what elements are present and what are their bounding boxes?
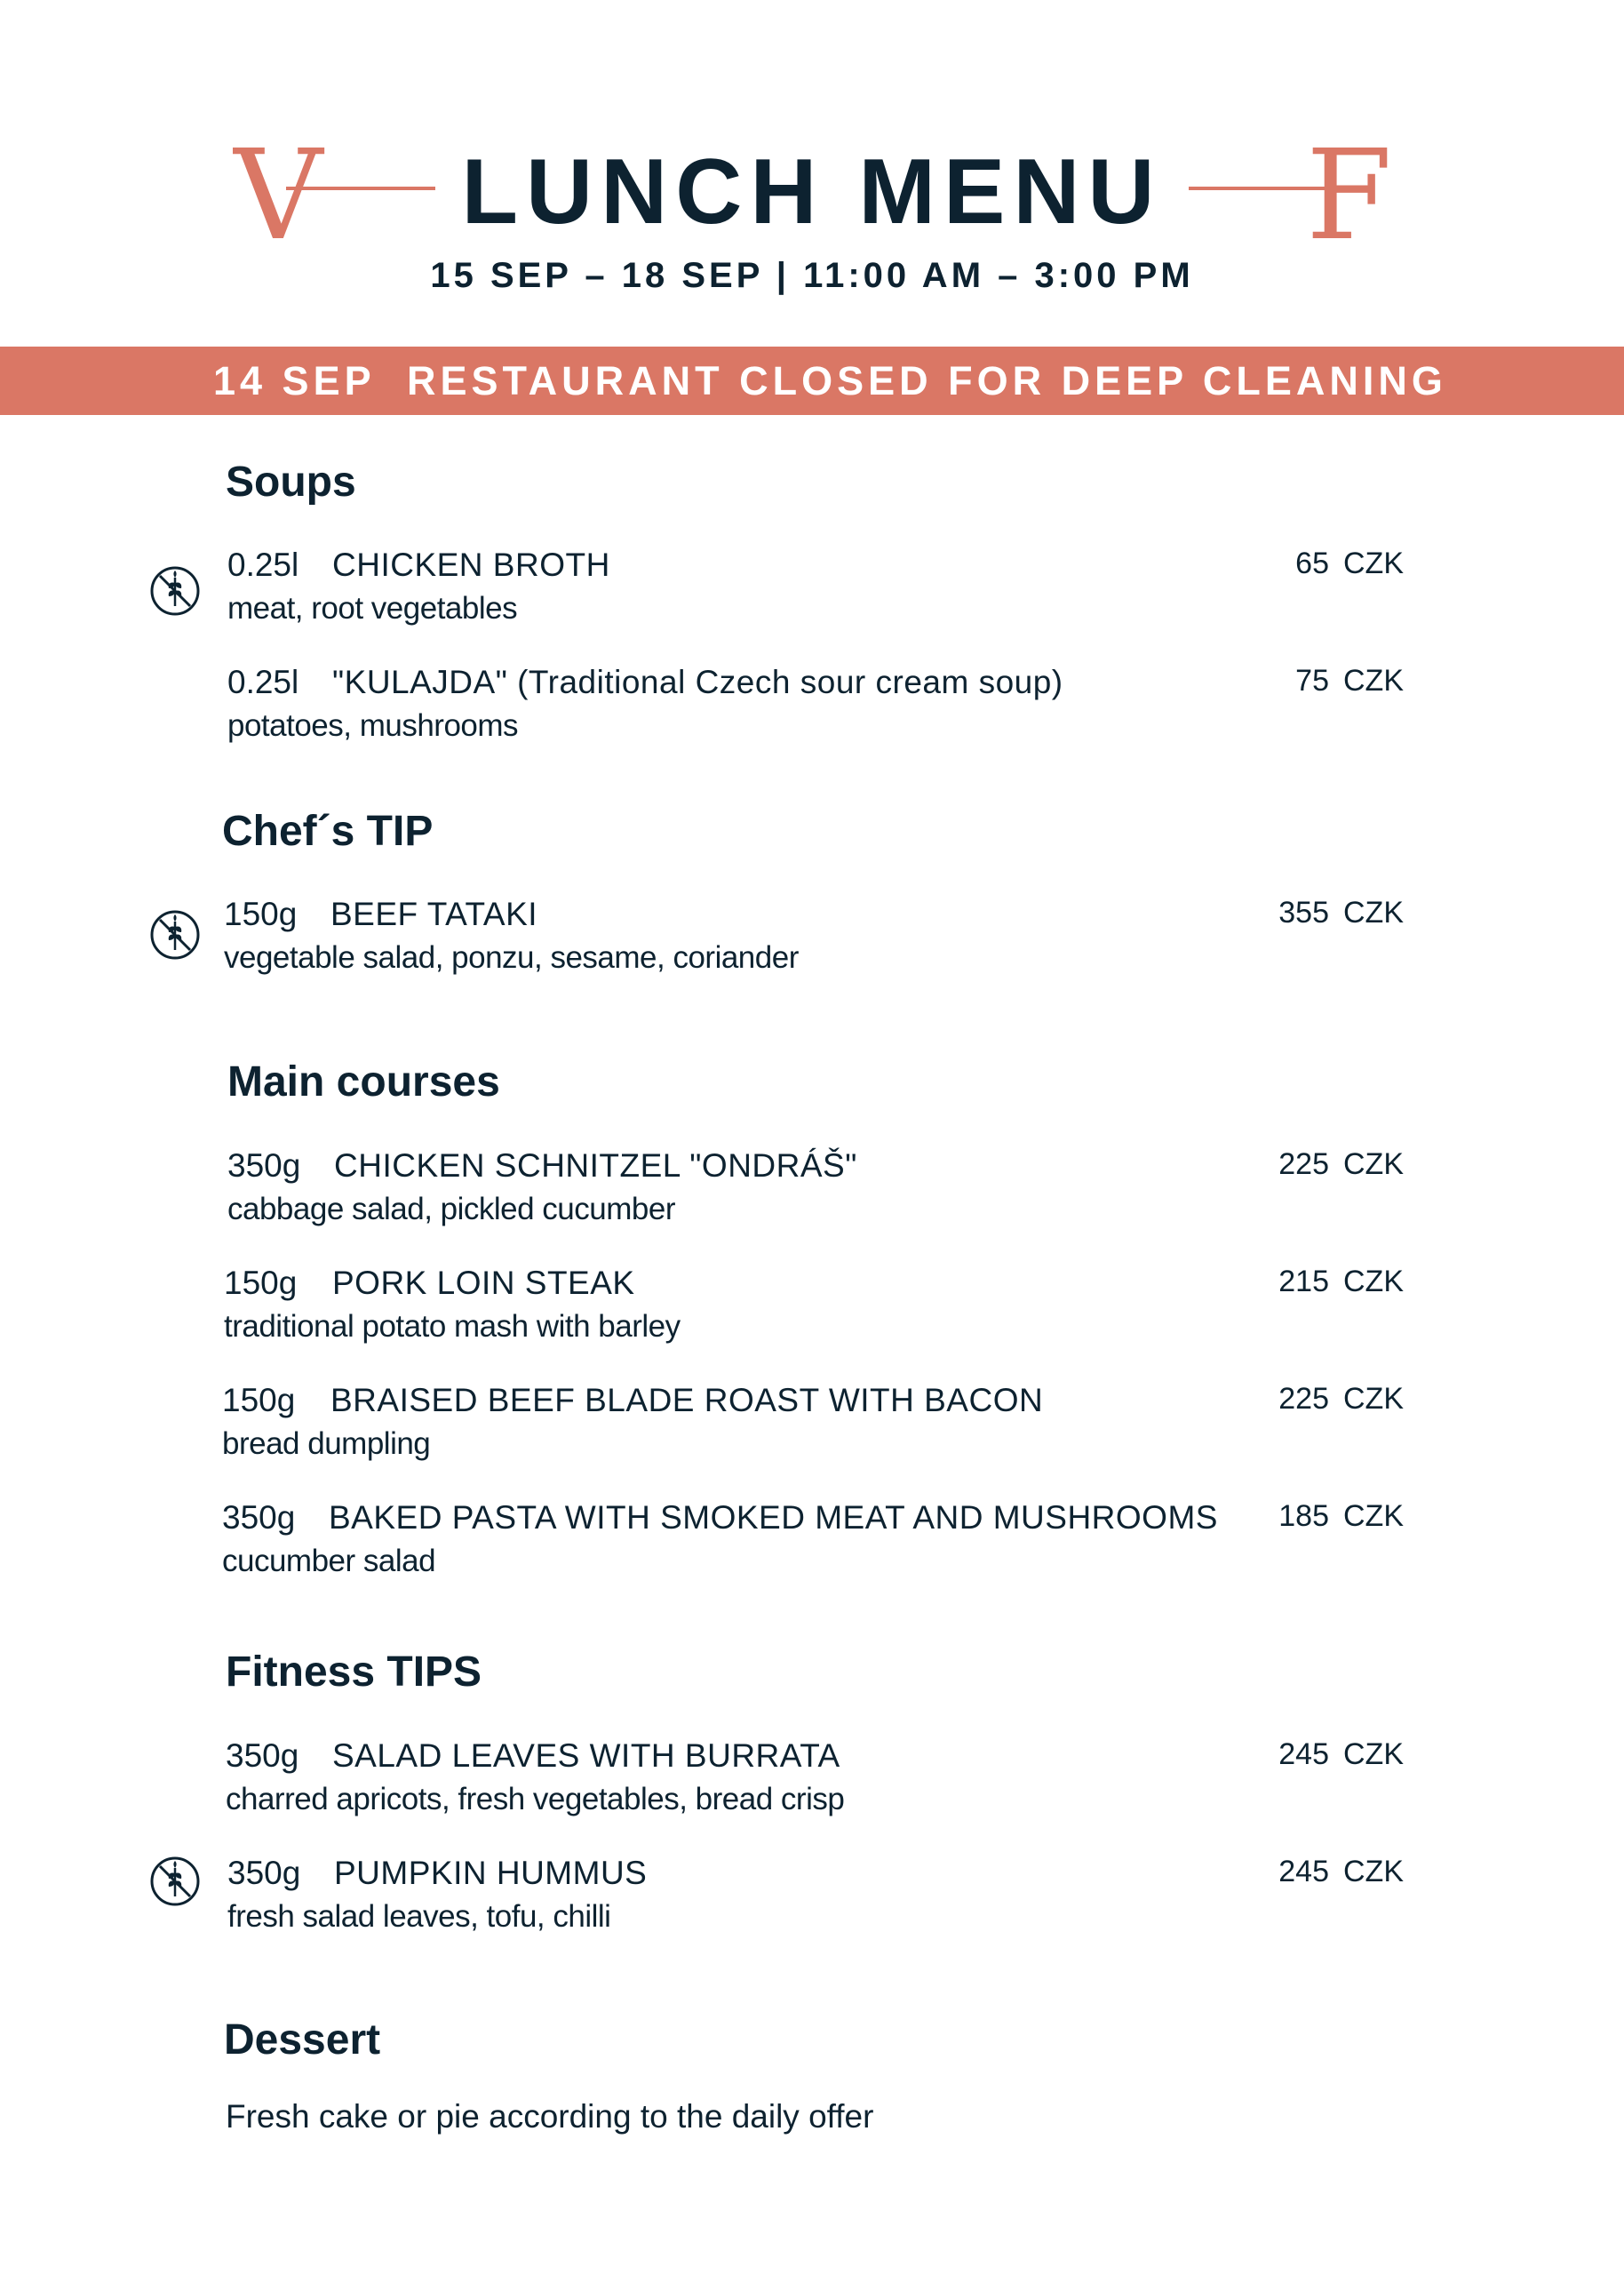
section-title-main-courses: Main courses [227,1058,500,1106]
svg-text:V: V [233,133,323,244]
item-price: 245 CZK [1278,1855,1404,1888]
dessert-description: Fresh cake or pie according to the daily offer [226,2098,874,2135]
item-description: fresh salad leaves, tofu, chilli [227,1899,611,1934]
item-name: PUMPKIN HUMMUS [334,1855,648,1891]
item-quantity: 350g [226,1737,299,1774]
item-name: "KULAJDA" (Traditional Czech sour cream soup) [332,664,1063,700]
item-description: vegetable salad, ponzu, sesame, coriander [224,940,799,975]
item-name: BAKED PASTA WITH SMOKED MEAT AND MUSHROOMS [329,1499,1218,1536]
item-quantity: 350g [222,1499,296,1536]
item-quantity: 150g [222,1382,296,1418]
menu-item [0,1145,1624,1242]
item-name: BEEF TATAKI [330,896,538,932]
item-name: CHICKEN SCHNITZEL "ONDRÁŠ" [334,1147,857,1184]
item-description: charred apricots, fresh vegetables, bread crisp [226,1782,845,1816]
item-quantity: 150g [224,1265,298,1301]
banner-date: 14 SEP [213,358,376,403]
menu-item [0,1379,1624,1477]
menu-item [0,661,1624,759]
date-time-subtitle: 15 SEP – 18 SEP | 11:00 AM – 3:00 PM [430,256,1194,295]
item-quantity: 0.25l [227,547,299,583]
menu-item [0,1735,1624,1832]
item-price: 185 CZK [1278,1499,1404,1533]
item-price: 65 CZK [1295,547,1404,580]
section-title-dessert: Dessert [224,2016,381,2063]
item-name: PORK LOIN STEAK [332,1265,635,1301]
item-quantity: 0.25l [227,664,299,700]
gluten-free-icon [149,1856,201,1907]
item-description: cabbage salad, pickled cucumber [227,1192,675,1226]
menu-item [0,1852,1624,1950]
banner-message: RESTAURANT CLOSED FOR DEEP CLEANING [407,358,1447,403]
item-name: SALAD LEAVES WITH BURRATA [332,1737,840,1774]
menu-item [0,1497,1624,1594]
menu-item [0,893,1624,991]
item-price: 75 CZK [1295,664,1404,698]
item-description: cucumber salad [222,1544,436,1578]
gluten-free-icon [149,909,201,961]
page-title: LUNCH MENU [461,140,1163,243]
item-description: bread dumpling [222,1426,431,1461]
gluten-free-icon [149,565,201,617]
item-price: 225 CZK [1278,1147,1404,1181]
menu-item [0,544,1624,642]
section-title-fitness-tips: Fitness TIPS [226,1648,482,1696]
item-description: traditional potato mash with barley [224,1309,681,1344]
item-quantity: 350g [227,1147,301,1184]
menu-item [0,1262,1624,1360]
item-quantity: 350g [227,1855,301,1891]
item-price: 355 CZK [1278,896,1404,930]
closure-banner [0,347,1624,415]
item-price: 245 CZK [1278,1737,1404,1771]
item-quantity: 150g [224,896,298,932]
item-description: meat, root vegetables [227,591,518,626]
item-price: 215 CZK [1278,1265,1404,1298]
section-title-chefs-tip: Chef´s TIP [222,808,434,855]
item-name: CHICKEN BROTH [332,547,610,583]
svg-text:F: F [1306,133,1393,244]
item-description: potatoes, mushrooms [227,708,519,743]
item-name: BRAISED BEEF BLADE ROAST WITH BACON [330,1382,1044,1418]
section-title-soups: Soups [226,459,356,506]
item-price: 225 CZK [1278,1382,1404,1416]
